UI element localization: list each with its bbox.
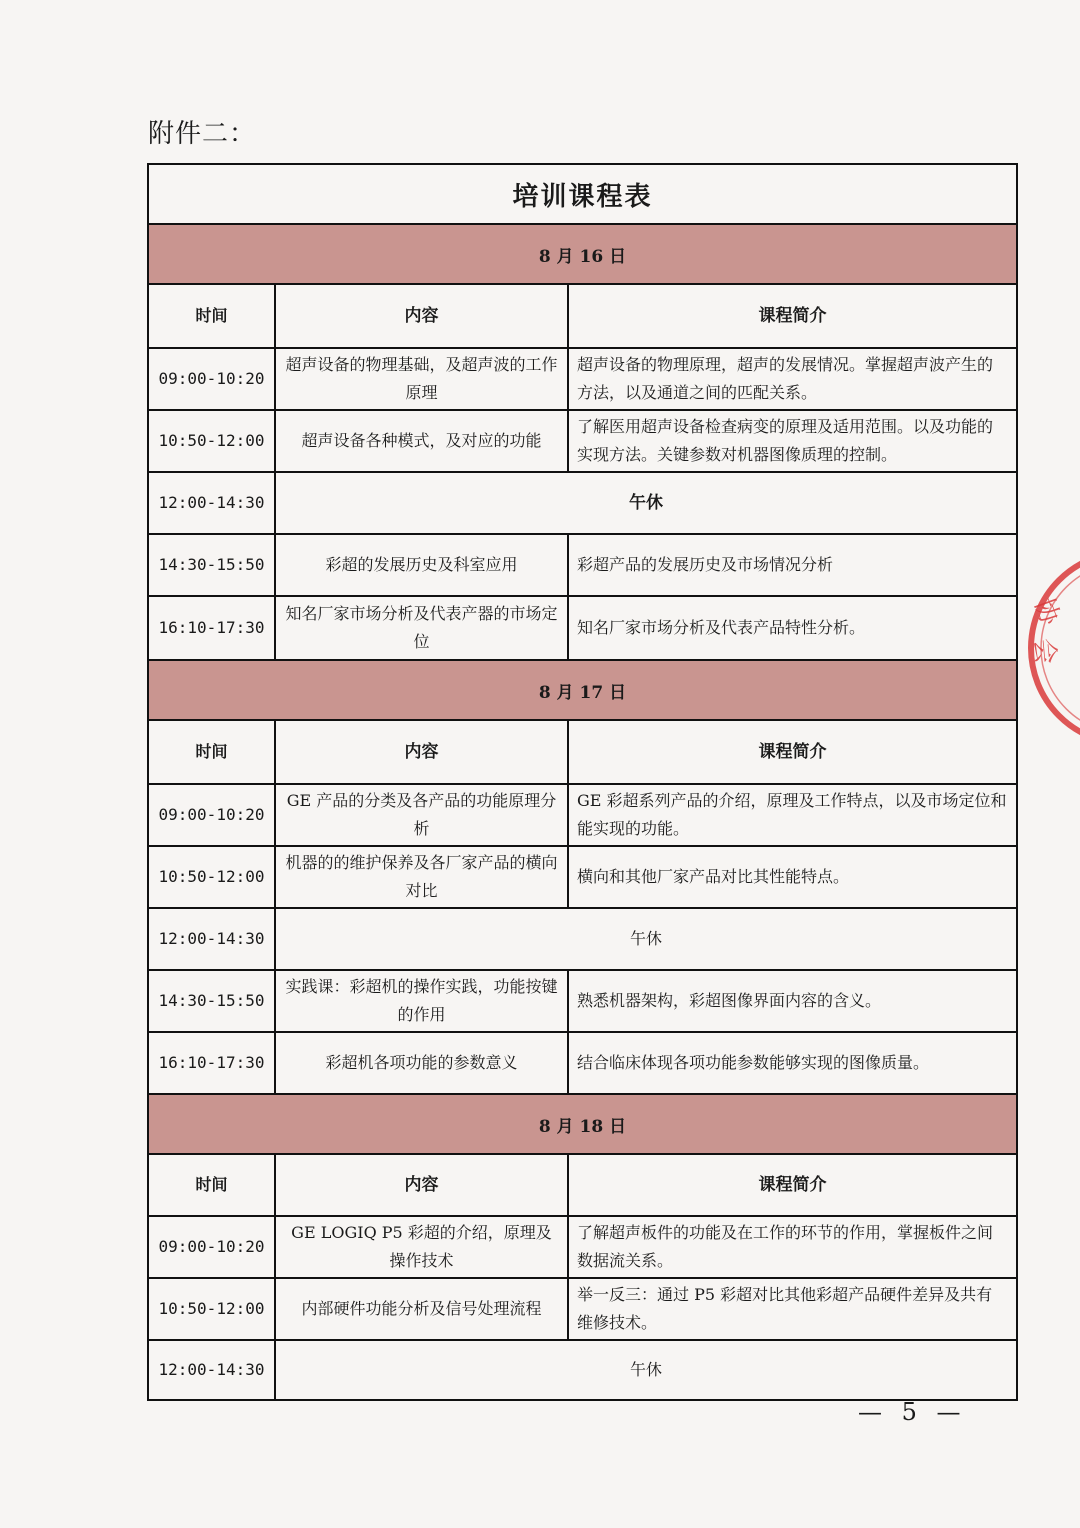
lunch-break: 午休 xyxy=(629,1360,662,1379)
break-row xyxy=(149,473,1016,535)
session-row xyxy=(149,785,1016,847)
session-content: 彩超的发展历史及科室应用 xyxy=(276,535,569,595)
day-date-band: 8 月 18 日 xyxy=(149,1095,1016,1155)
session-time: 10:50-12:00 xyxy=(149,1279,276,1339)
header-row xyxy=(149,1155,1016,1217)
session-time: 09:00-10:20 xyxy=(149,349,276,409)
session-row xyxy=(149,1217,1016,1279)
header-time: 时间 xyxy=(149,1155,276,1215)
header-intro: 课程简介 xyxy=(758,1175,827,1195)
session-row xyxy=(149,597,1016,661)
training-schedule-table xyxy=(147,163,1018,1401)
session-time: 10:50-12:00 xyxy=(149,847,276,907)
session-intro: GE 彩超系列产品的介绍，原理及工作特点，以及市场定位和能实现的功能。 xyxy=(577,791,1007,838)
session-content: GE 产品的分类及各产品的功能原理分析 xyxy=(276,785,569,845)
header-row xyxy=(149,285,1016,349)
header-row xyxy=(149,721,1016,785)
break-row xyxy=(149,1341,1016,1399)
session-row xyxy=(149,411,1016,473)
header-time: 时间 xyxy=(149,285,276,347)
session-row xyxy=(149,971,1016,1033)
header-content: 内容 xyxy=(276,1155,569,1215)
session-intro: 举一反三：通过 P5 彩超对比其他彩超产品硬件差异及共有维修技术。 xyxy=(577,1285,993,1332)
break-row xyxy=(149,909,1016,971)
header-intro: 课程简介 xyxy=(758,742,827,762)
attachment-label: 附件二： xyxy=(148,119,257,149)
schedule-body xyxy=(149,225,1016,1399)
lunch-break: 午休 xyxy=(629,929,662,948)
header-time: 时间 xyxy=(149,721,276,783)
lunch-break: 午休 xyxy=(629,493,663,513)
session-row xyxy=(149,535,1016,597)
session-time: 16:10-17:30 xyxy=(149,597,276,659)
session-time: 16:10-17:30 xyxy=(149,1033,276,1093)
session-content: 内部硬件功能分析及信号处理流程 xyxy=(276,1279,569,1339)
session-content: 超声设备各种模式，及对应的功能 xyxy=(276,411,569,471)
session-time: 10:50-12:00 xyxy=(149,411,276,471)
session-time: 09:00-10:20 xyxy=(149,785,276,845)
session-intro: 了解超声板件的功能及在工作的环节的作用，掌握板件之间数据流关系。 xyxy=(577,1223,994,1270)
header-content: 内容 xyxy=(276,721,569,783)
session-content: GE LOGIQ P5 彩超的介绍，原理及操作技术 xyxy=(276,1217,569,1277)
session-content: 机器的的维护保养及各厂家产品的横向对比 xyxy=(276,847,569,907)
session-content: 实践课：彩超机的操作实践，功能按键的作用 xyxy=(276,971,569,1031)
session-time: 12:00-14:30 xyxy=(149,909,276,969)
session-row xyxy=(149,847,1016,909)
table-title: 培训课程表 xyxy=(149,165,1016,225)
session-intro: 熟悉机器架构，彩超图像界面内容的含义。 xyxy=(577,991,882,1010)
session-time: 09:00-10:20 xyxy=(149,1217,276,1277)
session-content: 知名厂家市场分析及代表产器的市场定位 xyxy=(276,597,569,659)
svg-text:会: 会 xyxy=(1028,636,1061,666)
session-intro: 超声设备的物理原理，超声的发展情况。掌握超声波产生的方法，以及通道之间的匹配关系。 xyxy=(577,355,994,402)
session-time: 14:30-15:50 xyxy=(149,971,276,1031)
header-intro: 课程简介 xyxy=(758,306,827,326)
session-row xyxy=(149,1279,1016,1341)
session-time: 12:00-14:30 xyxy=(149,1341,276,1399)
red-seal-stamp xyxy=(1022,548,1080,748)
page-number: — 5 — xyxy=(858,1398,967,1426)
session-row xyxy=(149,349,1016,411)
session-intro: 知名厂家市场分析及代表产品特性分析。 xyxy=(577,618,866,637)
session-content: 超声设备的物理基础，及超声波的工作原理 xyxy=(276,349,569,409)
session-intro: 了解医用超声设备检查病变的原理及适用范围。以及功能的实现方法。关键参数对机器图像质理的控制。 xyxy=(577,417,994,464)
session-intro: 彩超产品的发展历史及市场情况分析 xyxy=(577,555,834,574)
session-intro: 横向和其他厂家产品对比其性能特点。 xyxy=(577,867,850,886)
session-row xyxy=(149,1033,1016,1095)
session-time: 14:30-15:50 xyxy=(149,535,276,595)
day-date-band: 8 月 16 日 xyxy=(149,225,1016,285)
session-content: 彩超机各项功能的参数意义 xyxy=(276,1033,569,1093)
day-date-band: 8 月 17 日 xyxy=(149,661,1016,721)
header-content: 内容 xyxy=(276,285,569,347)
session-intro: 结合临床体现各项功能参数能够实现的图像质量。 xyxy=(577,1053,930,1072)
session-time: 12:00-14:30 xyxy=(149,473,276,533)
svg-text:协: 协 xyxy=(1027,594,1066,629)
